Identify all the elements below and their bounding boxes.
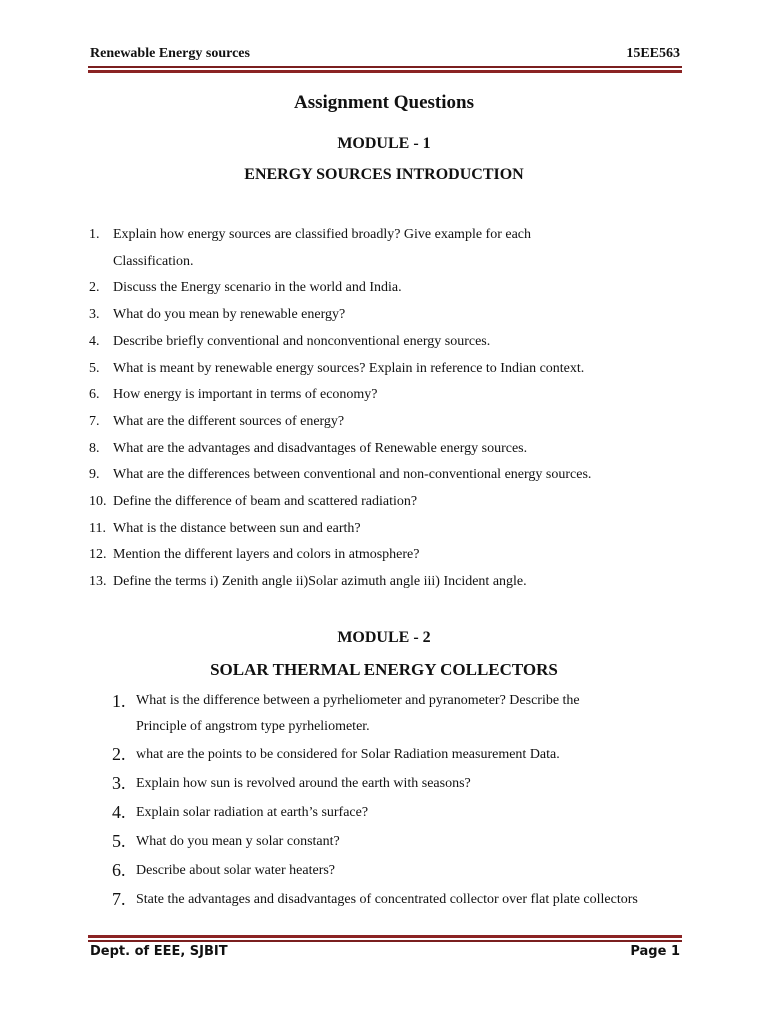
question-text: What do you mean by renewable energy? bbox=[113, 307, 346, 323]
question-text: Explain solar radiation at earth’s surface? bbox=[136, 805, 369, 820]
question-number: 4. bbox=[112, 802, 126, 822]
question-number: 2. bbox=[112, 744, 126, 764]
question-number: 1. bbox=[112, 691, 126, 711]
question-text: What are the advantages and disadvantages of Renewable energy sources. bbox=[113, 440, 528, 456]
question-number: 7. bbox=[89, 413, 100, 429]
list-item bbox=[89, 329, 689, 356]
list-item bbox=[89, 356, 689, 383]
module-1-question-list bbox=[89, 222, 689, 596]
page-footer bbox=[90, 944, 680, 962]
question-text: Describe about solar water heaters? bbox=[136, 863, 336, 878]
question-number: 10. bbox=[89, 494, 107, 510]
question-text: what are the points to be considered for Solar Radiation measurement Data. bbox=[136, 747, 560, 762]
question-text: Describe briefly conventional and nonconventional energy sources. bbox=[113, 333, 491, 349]
header-course-title: Renewable Energy sources bbox=[90, 46, 250, 61]
question-text: State the advantages and disadvantages of concentrated collector over flat plate collectors bbox=[136, 892, 638, 907]
question-text-line1: What is the difference between a pyrheliometer and pyranometer? Describe the bbox=[136, 693, 580, 708]
list-item bbox=[89, 569, 689, 596]
question-text: Discuss the Energy scenario in the world and India. bbox=[113, 280, 402, 296]
module-1-subtitle: ENERGY SOURCES INTRODUCTION bbox=[244, 166, 524, 183]
question-number: 12. bbox=[89, 547, 107, 563]
question-text: What is the distance between sun and earth? bbox=[113, 520, 361, 536]
module-2-heading: MODULE - 2 bbox=[337, 629, 431, 646]
question-number: 2. bbox=[89, 280, 100, 296]
question-text: What do you mean y solar constant? bbox=[136, 834, 340, 849]
footer-department: Dept. of EEE, SJBIT bbox=[90, 944, 228, 959]
question-text: Define the terms i) Zenith angle ii)Solar azimuth angle iii) Incident angle. bbox=[113, 574, 527, 590]
question-text-line1: Explain how energy sources are classified broadly? Give example for each bbox=[113, 227, 532, 242]
module-2-subtitle: SOLAR THERMAL ENERGY COLLECTORS bbox=[210, 660, 558, 679]
question-text: Mention the different layers and colors in atmosphere? bbox=[113, 547, 420, 563]
question-text: Explain how sun is revolved around the earth with seasons? bbox=[136, 776, 471, 791]
list-item bbox=[89, 222, 689, 275]
question-number: 1. bbox=[89, 227, 100, 242]
footer-divider-thick bbox=[88, 935, 682, 938]
list-item bbox=[89, 409, 689, 436]
question-number: 5. bbox=[112, 831, 126, 851]
list-item bbox=[112, 769, 712, 798]
question-number: 13. bbox=[89, 574, 107, 590]
question-number: 3. bbox=[89, 307, 100, 323]
list-item bbox=[112, 856, 712, 885]
module-2-question-list bbox=[112, 688, 712, 914]
list-item bbox=[89, 382, 689, 409]
list-item bbox=[112, 827, 712, 856]
module-1-heading: MODULE - 1 bbox=[337, 135, 431, 152]
list-item bbox=[112, 740, 712, 769]
question-text bbox=[113, 222, 689, 275]
question-number: 6. bbox=[89, 387, 100, 403]
question-number: 6. bbox=[112, 860, 126, 880]
list-item bbox=[112, 798, 712, 827]
question-text: What are the different sources of energy? bbox=[113, 413, 345, 429]
page-header bbox=[90, 46, 680, 66]
list-item bbox=[89, 489, 689, 516]
question-number: 4. bbox=[89, 333, 100, 349]
header-divider bbox=[88, 66, 682, 68]
question-text-line2: Classification. bbox=[113, 253, 194, 269]
header-course-code: 15EE563 bbox=[626, 46, 680, 61]
question-text: What are the differences between conventional and non-conventional energy sources. bbox=[113, 467, 592, 483]
list-item bbox=[112, 885, 712, 914]
header-divider-thick bbox=[88, 70, 682, 73]
question-text-line2: Principle of angstrom type pyrheliometer. bbox=[136, 719, 370, 734]
question-number: 5. bbox=[89, 360, 100, 376]
question-text bbox=[136, 688, 712, 740]
question-number: 11. bbox=[89, 520, 106, 536]
question-number: 8. bbox=[89, 440, 100, 456]
list-item bbox=[112, 688, 712, 740]
footer-divider bbox=[88, 940, 682, 942]
list-item bbox=[89, 302, 689, 329]
list-item bbox=[89, 516, 689, 543]
question-number: 9. bbox=[89, 467, 100, 483]
list-item bbox=[89, 462, 689, 489]
list-item bbox=[89, 542, 689, 569]
question-text: How energy is important in terms of economy? bbox=[113, 387, 378, 403]
list-item bbox=[89, 275, 689, 302]
page-title: Assignment Questions bbox=[294, 92, 474, 113]
question-text: What is meant by renewable energy sources? Explain in reference to Indian context. bbox=[113, 360, 585, 376]
question-number: 3. bbox=[112, 773, 126, 793]
question-text: Define the difference of beam and scattered radiation? bbox=[113, 494, 418, 510]
question-number: 7. bbox=[112, 889, 126, 909]
footer-page-number: Page 1 bbox=[630, 944, 680, 959]
list-item bbox=[89, 436, 689, 463]
